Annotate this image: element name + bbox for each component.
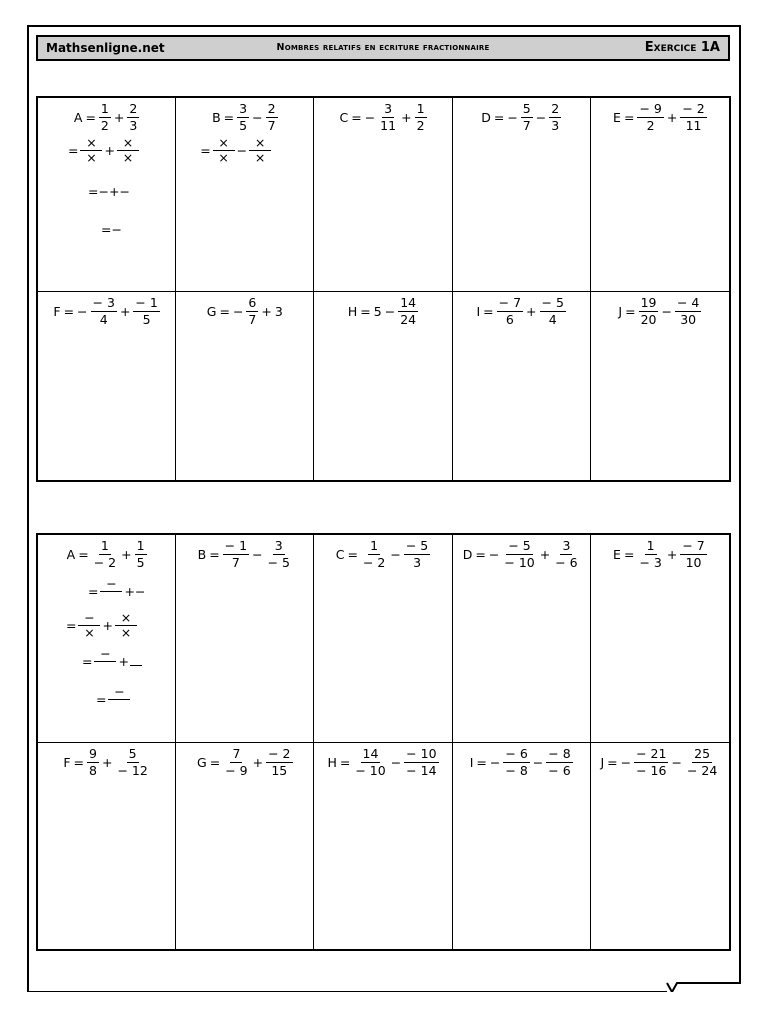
expression-label: D: [481, 109, 491, 125]
fraction: [99, 102, 111, 133]
fraction: [685, 747, 719, 778]
operator: +: [118, 654, 129, 669]
expression-label: I: [469, 754, 474, 770]
integer-term: 5: [373, 303, 382, 319]
worked-step: [96, 685, 132, 714]
operator: +: [121, 546, 132, 562]
equals-sign: =: [73, 754, 85, 770]
expression: [591, 296, 729, 327]
numerator: − 3: [92, 295, 115, 310]
expression: [38, 539, 175, 570]
numerator: − 5: [508, 538, 531, 553]
denominator: − 8: [505, 762, 528, 778]
fraction: [223, 747, 249, 778]
operator: −: [532, 754, 544, 770]
expression-label: I: [476, 303, 481, 319]
expression: [453, 747, 590, 778]
exercise-table-2: [36, 533, 731, 951]
blank-denominator: ×: [120, 625, 132, 640]
equals-sign: =: [78, 546, 89, 562]
blank-denominator: [108, 700, 130, 714]
denominator: 11: [685, 117, 702, 133]
expression: [176, 539, 313, 570]
equals-sign: =: [88, 584, 99, 599]
operator: −: [111, 222, 122, 237]
equals-sign: =: [66, 618, 77, 633]
blank-denominator: [94, 662, 116, 676]
expression-label: H: [327, 754, 337, 770]
numerator: − 5: [541, 295, 564, 310]
fraction: [91, 296, 117, 327]
worked-step: [88, 184, 130, 199]
operator: +: [113, 109, 125, 125]
operator: +: [401, 109, 412, 125]
operator: +: [261, 303, 272, 319]
exercise-cell-j: [591, 292, 729, 480]
fraction: [553, 539, 579, 570]
blank-numerator: ×: [213, 136, 235, 151]
fraction: [87, 747, 99, 778]
denominator: 2: [100, 117, 109, 133]
numerator: − 2: [682, 101, 705, 116]
blank-fraction: [78, 611, 100, 640]
denominator: − 9: [225, 762, 248, 778]
worksheet-title: Nombres relatifs en ecriture fractionnaire: [276, 42, 490, 53]
numerator: − 4: [676, 295, 700, 310]
expression: [453, 539, 590, 570]
fraction: [637, 539, 663, 570]
denominator: 2: [416, 117, 425, 133]
expression-label: B: [197, 546, 207, 562]
blank-denominator: ×: [254, 150, 266, 165]
equals-sign: =: [476, 754, 487, 770]
fraction: [378, 102, 398, 133]
equals-sign: =: [68, 143, 79, 158]
equals-sign: =: [219, 303, 230, 319]
denominator: 5: [136, 554, 145, 570]
operator: −: [488, 546, 500, 562]
operator: −: [364, 109, 376, 125]
fraction: [521, 102, 533, 133]
expression-label: G: [206, 303, 217, 319]
fraction: [546, 747, 572, 778]
numerator: 2: [267, 101, 276, 116]
numerator: 19: [640, 295, 657, 310]
numerator: 6: [248, 295, 257, 310]
fraction: [246, 296, 258, 327]
numerator: − 7: [682, 538, 705, 553]
operator: +: [102, 618, 113, 633]
exercise-cell-g: [176, 743, 314, 949]
worked-step: [66, 611, 139, 640]
denominator: 3: [129, 117, 138, 133]
denominator: − 14: [406, 762, 437, 778]
blank-numerator: −: [78, 611, 100, 626]
operator: +: [666, 109, 678, 125]
denominator: − 24: [686, 762, 718, 778]
fraction: [135, 539, 147, 570]
operator: −: [134, 584, 146, 599]
equals-sign: =: [607, 754, 618, 770]
numerator: 5: [128, 746, 137, 761]
denominator: − 6: [548, 762, 571, 778]
blank-fraction: [80, 136, 102, 165]
denominator: 5: [142, 311, 151, 327]
expression-label: C: [335, 546, 345, 562]
equals-sign: =: [351, 109, 362, 125]
expression-label: C: [339, 109, 349, 125]
expression-label: A: [73, 109, 83, 125]
operator: +: [108, 184, 120, 199]
exercise-cell-c: [314, 535, 452, 743]
operator: +: [539, 546, 551, 562]
equals-sign: =: [623, 109, 635, 125]
numerator: − 1: [224, 538, 248, 553]
blank-denominator: [100, 592, 122, 606]
expression-label: A: [66, 546, 76, 562]
fraction: [398, 296, 418, 327]
denominator: − 6: [555, 554, 578, 570]
operator: +: [119, 303, 131, 319]
operator: −: [384, 303, 396, 319]
site-name: Mathsenligne.net: [46, 41, 165, 55]
numerator: 7: [232, 746, 241, 761]
blank-fraction-bar: [130, 658, 142, 666]
blank-numerator: ×: [80, 136, 102, 151]
denominator: 15: [271, 762, 288, 778]
equals-sign: =: [623, 546, 635, 562]
numerator: 3: [384, 101, 393, 116]
exercise-cell-i: [453, 743, 591, 949]
numerator: − 8: [548, 746, 571, 761]
equals-sign: =: [625, 303, 636, 319]
expression-label: H: [347, 303, 358, 319]
equals-sign: =: [209, 546, 220, 562]
numerator: 14: [362, 746, 379, 761]
blank-fraction: [117, 136, 139, 165]
denominator: 30: [680, 311, 697, 327]
expression: [453, 296, 590, 327]
blank-numerator: ×: [115, 611, 137, 626]
fraction: [415, 102, 427, 133]
fraction: [502, 539, 536, 570]
numerator: 5: [522, 101, 531, 116]
fraction: [540, 296, 566, 327]
numerator: 2: [129, 101, 138, 116]
denominator: 7: [522, 117, 531, 133]
fraction: [223, 539, 249, 570]
fraction: [637, 102, 663, 133]
denominator: − 5: [267, 554, 290, 570]
numerator: − 9: [639, 101, 662, 116]
denominator: 7: [267, 117, 276, 133]
worked-step: [88, 577, 145, 606]
worksheet-header: [36, 35, 730, 61]
operator: +: [252, 754, 264, 770]
denominator: 20: [640, 311, 657, 327]
equals-sign: =: [88, 184, 99, 199]
blank-denominator: ×: [122, 150, 134, 165]
operator: −: [661, 303, 672, 319]
blank-numerator: −: [94, 647, 116, 662]
expression-label: E: [613, 546, 621, 562]
numerator: 9: [89, 746, 97, 761]
exercise-cell-f: [38, 292, 176, 480]
expression: [314, 102, 451, 133]
operator: −: [390, 754, 402, 770]
expression: [176, 296, 313, 327]
blank-fraction: [213, 136, 235, 165]
denominator: − 3: [639, 554, 662, 570]
operator: −: [232, 303, 244, 319]
fraction: [503, 747, 529, 778]
operator: +: [124, 584, 135, 599]
denominator: − 10: [504, 554, 535, 570]
fraction: [353, 747, 387, 778]
blank-denominator: ×: [84, 625, 95, 640]
blank-fraction: [249, 136, 271, 165]
blank-numerator: ×: [249, 136, 271, 151]
equals-sign: =: [82, 654, 93, 669]
worked-step: [101, 222, 122, 237]
denominator: 7: [248, 311, 257, 327]
operator: −: [98, 184, 109, 199]
operator: −: [535, 109, 547, 125]
expression-label: J: [600, 754, 605, 770]
operator: −: [489, 754, 501, 770]
expression: [38, 296, 175, 327]
denominator: − 2: [93, 554, 117, 570]
fraction: [634, 747, 668, 778]
exercise-cell-b: [176, 98, 314, 292]
operator: +: [666, 546, 678, 562]
exercise-cell-j: [591, 743, 729, 949]
fraction: [549, 102, 561, 133]
fraction: [92, 539, 118, 570]
expression: [176, 747, 313, 778]
fraction: [266, 102, 278, 133]
fraction: [680, 539, 706, 570]
expression: [453, 102, 590, 133]
fraction: [497, 296, 523, 327]
blank-numerator: −: [108, 685, 130, 700]
fraction: [237, 102, 249, 133]
fraction: [127, 102, 139, 133]
denominator: 7: [231, 554, 240, 570]
operator: +: [104, 143, 115, 158]
operator: +: [101, 754, 113, 770]
blank-fraction: [108, 685, 130, 714]
denominator: 2: [646, 117, 655, 133]
exercise-cell-a: [38, 98, 176, 292]
exercise-cell-i: [453, 292, 591, 480]
numerator: − 10: [406, 746, 437, 761]
numerator: 1: [136, 538, 145, 553]
equals-sign: =: [209, 754, 221, 770]
operator: −: [252, 546, 263, 562]
expression: [176, 102, 313, 133]
expression: [314, 296, 451, 327]
blank-numerator: −: [100, 577, 122, 592]
expression: [591, 102, 729, 133]
exercise-cell-d: [453, 535, 591, 743]
equals-sign: =: [347, 546, 358, 562]
equals-sign: =: [483, 303, 494, 319]
fraction: [133, 296, 159, 327]
denominator: − 10: [355, 762, 386, 778]
denominator: 4: [99, 311, 108, 327]
expression-label: D: [462, 546, 473, 562]
equals-sign: =: [96, 692, 107, 707]
denominator: 24: [400, 311, 417, 327]
fraction: [404, 747, 438, 778]
numerator: 3: [274, 538, 283, 553]
expression: [591, 747, 729, 778]
denominator: − 16: [636, 762, 667, 778]
worked-step: [200, 136, 273, 165]
denominator: 3: [413, 554, 422, 570]
blank-numerator: ×: [117, 136, 139, 151]
expression: [314, 539, 451, 570]
blank-denominator: ×: [218, 150, 229, 165]
equals-sign: =: [85, 109, 96, 125]
exercise-cell-d: [453, 98, 591, 292]
exercise-cell-f: [38, 743, 176, 949]
exercise-label: Exercice 1A: [644, 40, 720, 55]
denominator: 6: [505, 311, 514, 327]
operator: −: [671, 754, 682, 770]
expression-label: F: [53, 303, 61, 319]
numerator: 14: [400, 295, 417, 310]
numerator: 1: [416, 101, 425, 116]
operator: −: [507, 109, 518, 125]
expression-label: E: [613, 109, 621, 125]
exercise-cell-c: [314, 98, 452, 292]
operator: −: [119, 184, 130, 199]
fraction: [266, 539, 292, 570]
numerator: − 5: [405, 538, 429, 553]
expression-label: B: [212, 109, 221, 125]
equals-sign: =: [339, 754, 351, 770]
worked-step: [82, 647, 143, 676]
operator: −: [77, 303, 88, 319]
denominator: 3: [551, 117, 560, 133]
numerator: 3: [562, 538, 571, 553]
numerator: 1: [370, 538, 379, 553]
numerator: 3: [239, 101, 248, 116]
worked-step: [68, 136, 141, 165]
numerator: 1: [100, 538, 109, 553]
operator: −: [252, 109, 263, 125]
equals-sign: =: [493, 109, 505, 125]
denominator: 8: [89, 762, 97, 778]
denominator: − 12: [117, 762, 148, 778]
operator: −: [236, 143, 248, 158]
numerator: 1: [646, 538, 655, 553]
exercise-table-1: [36, 96, 731, 482]
blank-fraction: [94, 647, 116, 676]
blank-fraction: [100, 577, 122, 606]
expression-label: J: [618, 303, 623, 319]
fraction: [675, 296, 701, 327]
fraction: [680, 102, 706, 133]
integer-term: 3: [274, 303, 283, 319]
expression: [314, 747, 451, 778]
numerator: 1: [100, 101, 109, 116]
fraction: [404, 539, 430, 570]
blank-fraction: [115, 611, 137, 640]
exercise-cell-h: [314, 292, 452, 480]
numerator: − 21: [636, 746, 667, 761]
expression: [38, 747, 175, 778]
denominator: 10: [685, 554, 702, 570]
equals-sign: =: [475, 546, 486, 562]
numerator: − 7: [498, 295, 522, 310]
exercise-cell-a: [38, 535, 176, 743]
denominator: − 2: [362, 554, 386, 570]
exercise-cell-h: [314, 743, 452, 949]
denominator: 4: [548, 311, 557, 327]
exercise-cell-e: [591, 535, 729, 743]
denominator: 11: [380, 117, 397, 133]
fraction: [266, 747, 292, 778]
numerator: − 6: [505, 746, 528, 761]
equals-sign: =: [200, 143, 211, 158]
numerator: 2: [551, 101, 560, 116]
equals-sign: =: [360, 303, 371, 319]
equals-sign: =: [63, 303, 75, 319]
numerator: − 1: [135, 295, 158, 310]
operator: −: [620, 754, 632, 770]
equals-sign: =: [101, 222, 112, 237]
expression: [38, 102, 175, 133]
expression-label: F: [63, 754, 71, 770]
operator: +: [526, 303, 537, 319]
expression-label: G: [197, 754, 207, 770]
exercise-cell-e: [591, 98, 729, 292]
numerator: − 2: [268, 746, 291, 761]
equals-sign: =: [223, 109, 235, 125]
denominator: 5: [239, 117, 248, 133]
fraction: [115, 747, 149, 778]
exercise-cell-g: [176, 292, 314, 480]
expression: [591, 539, 729, 570]
numerator: 25: [694, 746, 711, 761]
exercise-cell-b: [176, 535, 314, 743]
blank-denominator: ×: [86, 150, 97, 165]
operator: −: [390, 546, 401, 562]
fraction: [639, 296, 659, 327]
fraction: [361, 539, 387, 570]
